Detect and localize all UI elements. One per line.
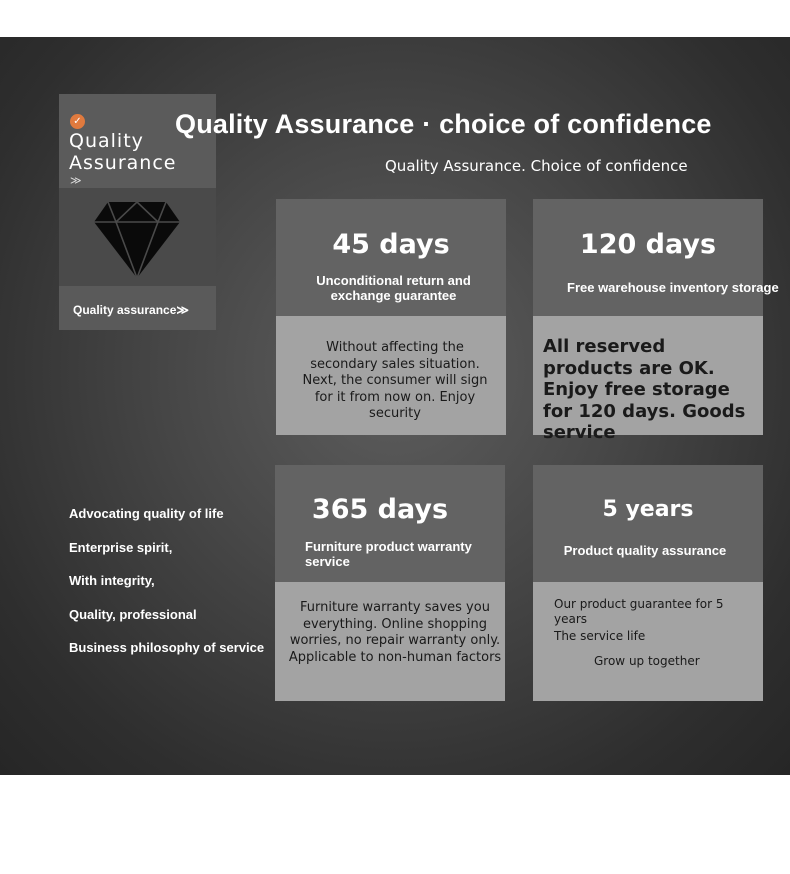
card-subtitle: Furniture product warranty service [305,539,472,569]
badge-footer [59,286,216,330]
card-body: All reserved products are OK. Enjoy free storage for 120 days. Goods service [543,336,746,443]
card-body-area [533,316,763,443]
guarantee-card-120-days [533,199,779,443]
card-subtitle: Unconditional return and exchange guarantee [316,273,471,303]
card-header [275,465,505,582]
card-body: Without affecting the secondary sales situation. Next, the consumer will sign for it from now on. Enjoy security [302,340,488,421]
card-header [533,199,779,316]
badge-label: Quality assurance≫ [73,303,189,317]
card-body-area [533,582,763,701]
card-body: Furniture warranty saves you everything. Online shopping worries, no repair warranty only. Applicable to non-human factors [288,600,502,665]
badge-title: Quality Assurance [69,130,177,174]
motto-item: Enterprise spirit, [69,540,173,555]
quality-assurance-banner [0,37,790,775]
card-body-line: Grow up together [594,654,700,668]
guarantee-card-45-days [276,199,506,435]
double-chevron-icon: ≫ [70,174,82,187]
motto-item: Quality, professional [69,607,197,622]
motto-item: With integrity, [69,573,155,588]
card-headline: 45 days [332,229,450,260]
diamond-icon [94,202,180,278]
guarantee-card-5-years [533,465,763,701]
page-title: Quality Assurance · choice of confidence [175,109,712,139]
motto-item: Business philosophy of service [69,640,265,655]
card-body-line: Our product guarantee for 5 years [554,597,724,626]
motto-item: Advocating quality of life [69,506,224,521]
card-body-line: The service life [554,629,646,643]
guarantee-card-365-days [275,465,505,701]
card-header [276,199,506,316]
card-headline: 5 years [602,497,694,522]
card-header [533,465,763,582]
page-subtitle: Quality Assurance. Choice of confidence [385,157,688,175]
card-subtitle: Product quality assurance [563,543,727,558]
card-headline: 365 days [311,494,449,525]
badge-icon-area [59,188,216,286]
card-subtitle: Free warehouse inventory storage [567,280,779,295]
card-headline: 120 days [579,229,717,260]
card-body-area [276,316,506,435]
card-body-area [275,582,505,701]
check-icon: ✓ [70,114,85,129]
